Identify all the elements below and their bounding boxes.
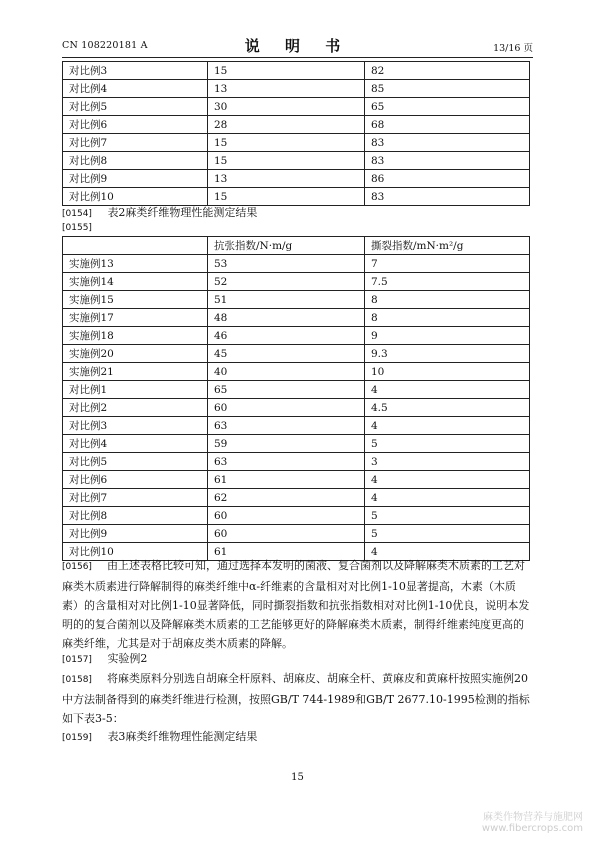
table-cell: 62: [208, 489, 365, 507]
table-row: [63, 489, 530, 507]
table-cell: 3: [365, 453, 530, 471]
table-cell: 7: [365, 255, 530, 273]
table-row: [63, 188, 530, 206]
paragraph-0159: [62, 728, 257, 744]
table-cell: 86: [365, 170, 530, 188]
table-cell: 82: [365, 62, 530, 80]
paragraph-0158: [62, 669, 532, 728]
table-cell: 65: [365, 98, 530, 116]
paragraph-number: [0157]: [62, 655, 92, 665]
table-cell: 实施例20: [63, 345, 208, 363]
table-cell: 10: [365, 363, 530, 381]
table-row: [63, 309, 530, 327]
table-cell: 48: [208, 309, 365, 327]
table-row: [63, 453, 530, 471]
table-cell: 45: [208, 345, 365, 363]
table-cell: 4: [365, 417, 530, 435]
table-cell: 对比例8: [63, 152, 208, 170]
table-cell: 9: [365, 327, 530, 345]
table-cell: 51: [208, 291, 365, 309]
table-cell: 83: [365, 188, 530, 206]
table-header-row: [63, 237, 530, 255]
table-cell: 5: [365, 525, 530, 543]
header-tear-index: 撕裂指数/mN·m²/g: [371, 239, 464, 252]
table-cell: 13: [208, 170, 365, 188]
table-cell: 对比例7: [63, 489, 208, 507]
table-cell: 83: [365, 152, 530, 170]
table-cell: 60: [208, 507, 365, 525]
table-row: [63, 399, 530, 417]
table-row: [63, 363, 530, 381]
table-cell: 4: [365, 543, 530, 561]
table-cell: 7.5: [365, 273, 530, 291]
table-cell: 28: [208, 116, 365, 134]
table-cell: 61: [208, 471, 365, 489]
paragraph-number: [0158]: [62, 675, 92, 685]
table-row: [63, 62, 530, 80]
table-cell: 对比例2: [63, 399, 208, 417]
table-cell: 实施例14: [63, 273, 208, 291]
table-cell: 61: [208, 543, 365, 561]
table-header-cell: [208, 237, 365, 255]
table-row: [63, 116, 530, 134]
patent-number: CN 108220181 A: [62, 40, 148, 51]
table-cell: 65: [208, 381, 365, 399]
table-cell: 8: [365, 291, 530, 309]
table-cell: 4: [365, 471, 530, 489]
table-cell: 对比例6: [63, 471, 208, 489]
watermark-url: www.fibercrops.com: [481, 823, 583, 834]
table-cell: 对比例4: [63, 80, 208, 98]
table-cell: 4: [365, 381, 530, 399]
table-row: [63, 507, 530, 525]
page-number: 15: [291, 772, 304, 783]
table-header-cell: [365, 237, 530, 255]
table-cell: 5: [365, 507, 530, 525]
table-cell: 5: [365, 435, 530, 453]
table-cell: 对比例3: [63, 62, 208, 80]
paragraph-0155: [62, 220, 92, 233]
table-cell: 30: [208, 98, 365, 116]
table-row: [63, 152, 530, 170]
table-cell: 63: [208, 417, 365, 435]
table-cell: 对比例9: [63, 170, 208, 188]
table-row: [63, 435, 530, 453]
table-cell: 对比例7: [63, 134, 208, 152]
paragraph-number: [0155]: [62, 223, 92, 233]
paragraph-number: [0154]: [62, 209, 92, 219]
table-cell: 8: [365, 309, 530, 327]
header-divider: [62, 57, 533, 58]
table-cell: 实施例17: [63, 309, 208, 327]
table-row: [63, 134, 530, 152]
table-cell: 对比例8: [63, 507, 208, 525]
table-cell: 13: [208, 80, 365, 98]
section-title: 实验例2: [107, 652, 148, 665]
table-cell: 60: [208, 525, 365, 543]
table-cell: 83: [365, 134, 530, 152]
comparison-table-continued: [62, 61, 530, 206]
table-cell: 对比例9: [63, 525, 208, 543]
paragraph-0154: [62, 204, 257, 220]
paragraph-number: [0156]: [62, 562, 92, 572]
table-cell: 15: [208, 134, 365, 152]
table-cell: 60: [208, 399, 365, 417]
table-cell: 85: [365, 80, 530, 98]
table-caption: 表2麻类纤维物理性能测定结果: [107, 206, 258, 219]
table-row: [63, 381, 530, 399]
table-row: [63, 345, 530, 363]
table-cell: 对比例3: [63, 417, 208, 435]
table-row: [63, 98, 530, 116]
physical-properties-table: [62, 236, 530, 561]
table-cell: 9.3: [365, 345, 530, 363]
table-cell: 52: [208, 273, 365, 291]
paragraph-text: 将麻类原料分别选自胡麻全杆原料、胡麻皮、胡麻全杆、黄麻皮和黄麻杆按照实施例20中方法制备得到的麻类纤维进行检测，按照GB/T 744-1989和GB/T 2677.10-1995检测的指标如下表3-5：: [62, 672, 530, 725]
paragraph-0156: [62, 556, 532, 653]
header-tensile-index: 抗张指数/N·m/g: [214, 239, 293, 252]
page-header: [62, 38, 533, 56]
table-cell: 15: [208, 152, 365, 170]
site-watermark: [482, 812, 583, 834]
table-cell: 40: [208, 363, 365, 381]
table-row: [63, 525, 530, 543]
paragraph-text: 由上述表格比较可知，通过选择本发明的菌液、复合菌剂以及降解麻类木质素的工艺对麻类木质素进行降解制得的麻类纤维中α-纤维素的含量相对对比例1-10显著提高，木素（木质素）的含量相对对比例1-10显著降低，同时撕裂指数和抗张指数相对对比例1-10优良，说明本发明的的复合菌剂以及降解麻类木质素的工艺能够更好的降解麻类木质素，制得纤维素纯度更高的麻类纤维，尤其是对于胡麻皮类木质素的降解。: [62, 559, 530, 650]
table-cell: 对比例10: [63, 188, 208, 206]
table-cell: 对比例5: [63, 98, 208, 116]
table-cell: 实施例15: [63, 291, 208, 309]
table-cell: 对比例4: [63, 435, 208, 453]
watermark-title: 麻类作物营养与施肥网: [483, 812, 583, 823]
table-cell: 对比例5: [63, 453, 208, 471]
table-cell: 53: [208, 255, 365, 273]
table-row: [63, 255, 530, 273]
table-cell: 68: [365, 116, 530, 134]
document-title: 说 明 书: [244, 37, 351, 55]
table-cell: 对比例1: [63, 381, 208, 399]
table-cell: 对比例6: [63, 116, 208, 134]
paragraph-0157: [62, 650, 147, 666]
table-row: [63, 291, 530, 309]
table-cell: 46: [208, 327, 365, 345]
paragraph-number: [0159]: [62, 733, 92, 743]
table-cell: 15: [208, 188, 365, 206]
page-indicator: 13/16 页: [493, 43, 533, 54]
table-header-cell: [63, 237, 208, 255]
table-row: [63, 471, 530, 489]
table-cell: 实施例13: [63, 255, 208, 273]
table-row: [63, 273, 530, 291]
table-row: [63, 327, 530, 345]
table-cell: 59: [208, 435, 365, 453]
table-cell: 对比例10: [63, 543, 208, 561]
table-cell: 63: [208, 453, 365, 471]
table-cell: 4.5: [365, 399, 530, 417]
table-row: [63, 417, 530, 435]
table-row: [63, 80, 530, 98]
table-row: [63, 170, 530, 188]
table-caption: 表3麻类纤维物理性能测定结果: [107, 730, 258, 743]
table-cell: 4: [365, 489, 530, 507]
table-cell: 15: [208, 62, 365, 80]
table-cell: 实施例21: [63, 363, 208, 381]
table-cell: 实施例18: [63, 327, 208, 345]
